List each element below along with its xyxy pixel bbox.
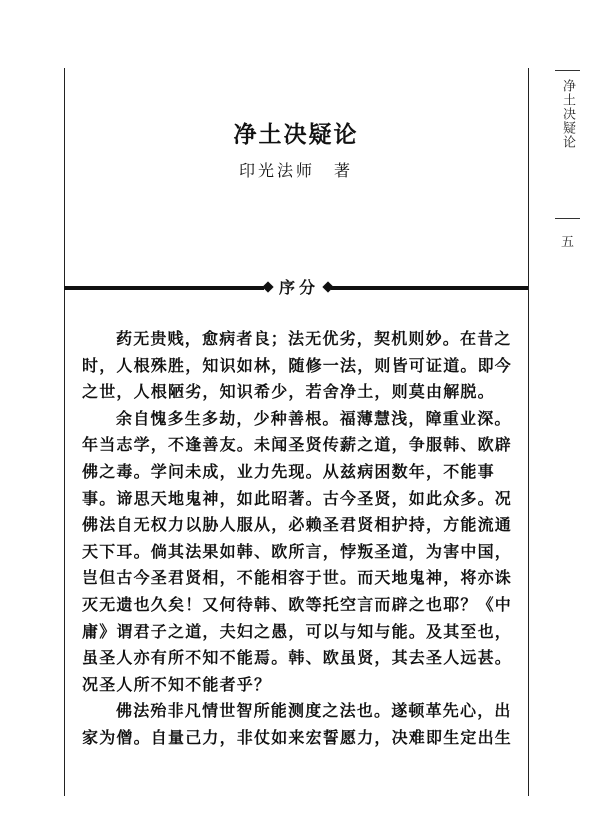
text-line: 药无贵贱，愈病者良；法无优劣，契机则妙。在昔之 xyxy=(116,329,512,348)
right-margin-rule xyxy=(528,68,529,796)
text-line: 况圣人所不知不能者乎？ xyxy=(82,674,272,694)
text-line: 虽圣人亦有所不知不能焉。韩、欧虽贤，其去圣人远甚。 xyxy=(82,648,513,668)
section-diamond-left xyxy=(262,281,273,292)
text-line: 时，人根殊胜，知识如林，随修一法，则皆可证道。即今 xyxy=(82,355,513,375)
page-title: 净土决疑论 xyxy=(233,122,359,148)
running-header-rule xyxy=(555,70,580,71)
text-line: 庸》谓君子之道，夫妇之愚，可以与知与能。及其至也， xyxy=(82,621,513,641)
running-header xyxy=(555,70,583,149)
text-line: 余自愧多生多劫，少种善根。福薄慧浅，障重业深。 xyxy=(116,408,512,428)
paragraph xyxy=(82,406,528,699)
text-line: 佛法殆非凡情世智所能测度之法也。遂顿革先心，出 xyxy=(116,701,512,721)
body-text xyxy=(82,326,528,752)
section-rule-left xyxy=(64,286,264,290)
text-line: 灭无遗也久矣！又何待韩、欧等托空言而辟之也耶？《中 xyxy=(82,594,513,614)
page-number-block xyxy=(555,218,583,250)
text-line: 岂但古今圣君贤相，不能相容于世。而天地鬼神，将亦诛 xyxy=(82,568,513,588)
page-number-rule xyxy=(555,218,580,219)
text-line: 佛法自无权力以胁人服从，必赖圣君贤相护持，方能流通 xyxy=(82,515,513,535)
text-line: 佛之毒。学问未成，业力先现。从兹病困数年，不能事 xyxy=(82,461,495,481)
author-line: 印光法师 著 xyxy=(238,161,353,180)
text-line: 天下耳。倘其法果如韩、欧所言，悖叛圣道，为害中国， xyxy=(82,541,513,561)
running-header-title: 净土决疑论 xyxy=(560,79,575,149)
section-heading-bar xyxy=(64,276,528,300)
text-line: 年当志学，不逢善友。未闻圣贤传薪之道，争服韩、欧辟 xyxy=(82,435,513,455)
text-line: 事。谛思天地鬼神，如此昭著。古今圣贤，如此众多。况 xyxy=(82,488,513,508)
text-line: 之世，人根陋劣，知识希少，若舍净土，则莫由解脱。 xyxy=(82,382,495,402)
section-rule-right xyxy=(331,286,528,290)
page-number: 五 xyxy=(561,235,575,250)
paragraph xyxy=(82,698,528,751)
text-line: 家为僧。自量己力，非仗如来宏誓愿力，决难即生定出生 xyxy=(82,727,513,747)
paragraph xyxy=(82,326,528,406)
section-heading: 序分 xyxy=(278,278,319,297)
